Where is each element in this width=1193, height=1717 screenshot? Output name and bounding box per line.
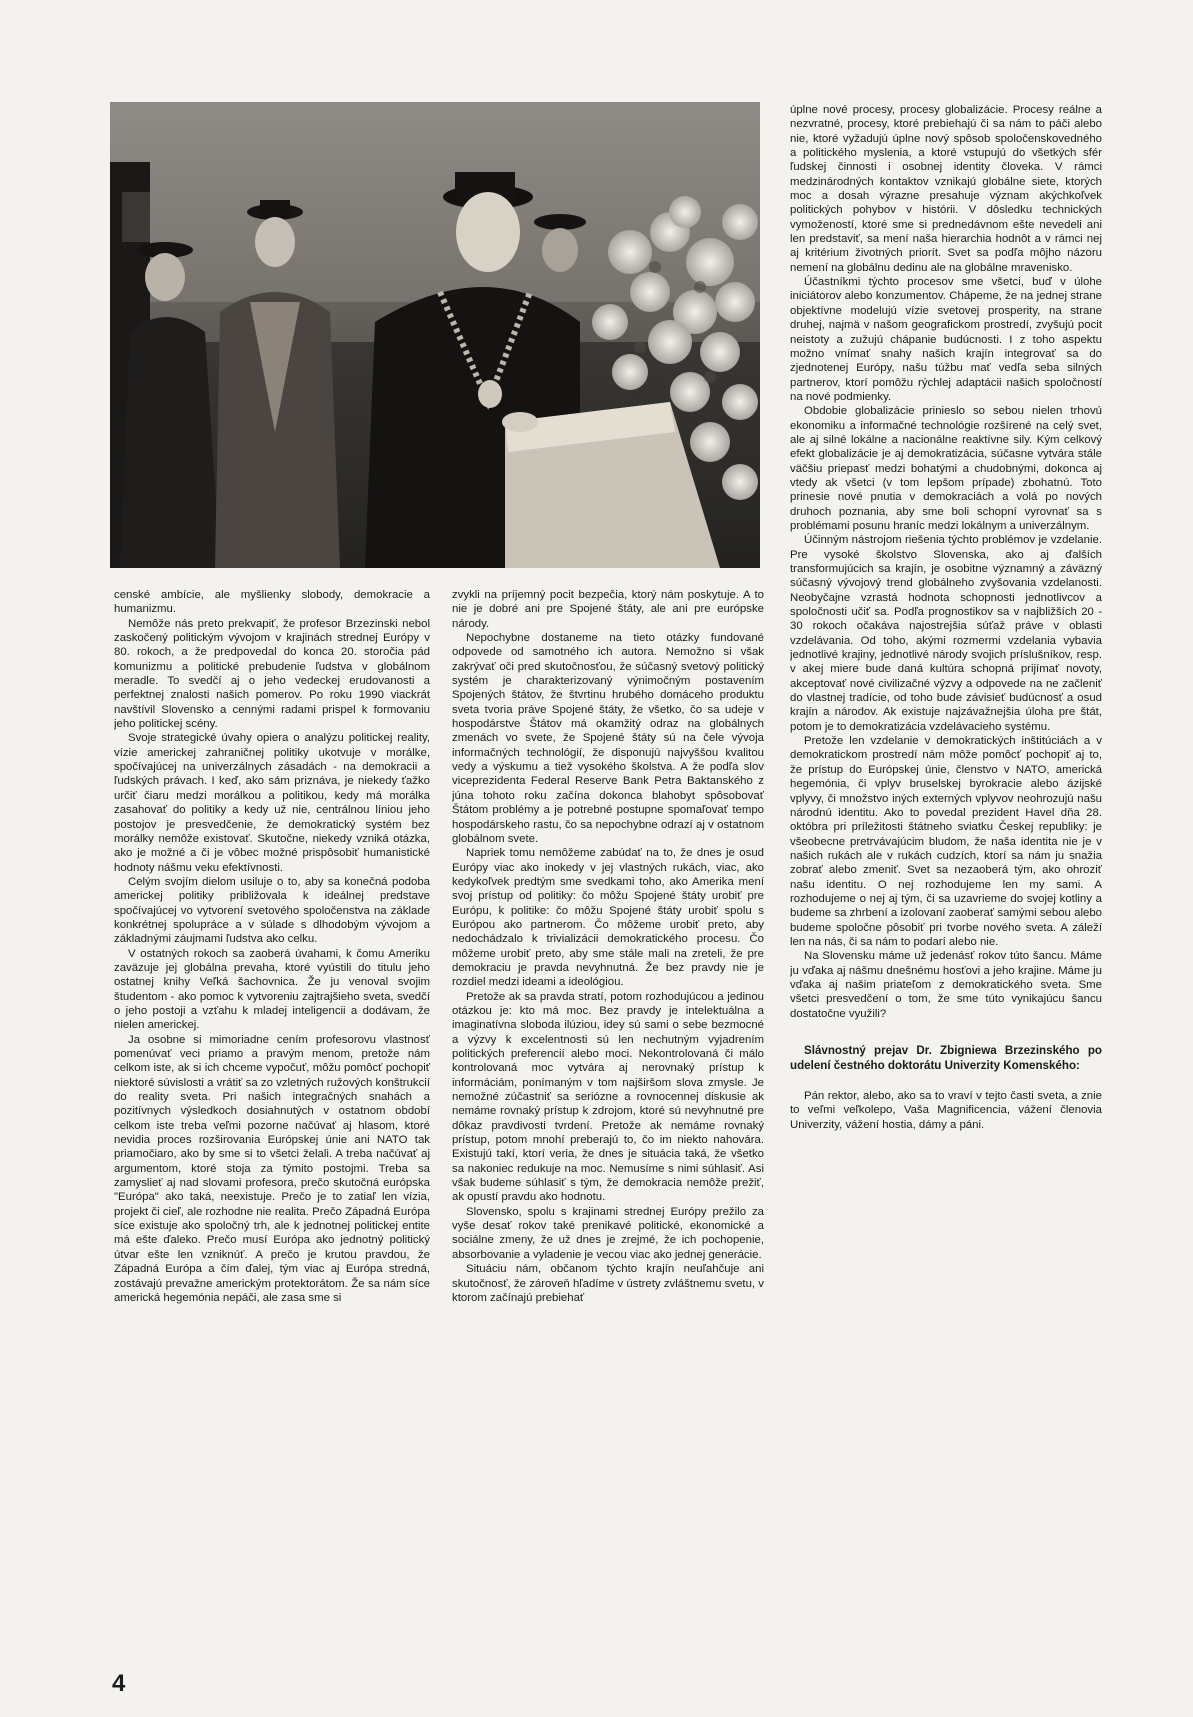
paragraph: Účinným nástrojom riešenia týchto problémov je vzdelanie. Pre vysoké školstvo Slovenska, ako aj ďalších transformujúcich sa krajín, je osobitne významný a záväzný súčasný vývojový trend globálneho zvyšovania vzdelanosti. Neobyčajne vzrastá hodnota schopnosti jednotlivcov a spoločnosti učiť sa. Podľa prognostikov sa v najbližších 20 - 30 rokoch očakáva najostrejšia súťaž práve v oblasti vzdelávania. Od toho, akými rozmermi vzdelania vybavia jednotlivé krajiny, jednotlivé národy svojich príslušníkov, resp. v akej miere bude daná kultúra schopná prijímať novoty, akceptovať nové civilizačné výzvy a odpovede na ne začleniť do vlastnej tradície, od toho bude závisieť budúcnosť a osud krajín a národov. Ak existuje najzávažnejšia úloha pre štát, potom je to demokratizácia vzdelávacieho systému.	[790, 534, 1102, 733]
paragraph: Na Slovensku máme už jedenásť rokov túto šancu. Máme ju vďaka aj nášmu dnešnému hosťovi a jeho krajine. Máme ju vďaka aj našim priateľom z demokratického sveta. Sme všetci presvedčení o tom, že sme túto vynikajúcu šancu dostatočne využili?	[790, 950, 1102, 1020]
page-number: 4	[112, 1670, 126, 1697]
text-column-2	[452, 588, 764, 1648]
paragraph: Účastníkmi týchto procesov sme všetci, buď v úlohe iniciátorov alebo konzumentov. Chápeme, že na jednej strane objektívne modelujú vízie svetovej prosperity, na strane druhej, najmä v našom geografickom prostredí, zvyšujú pocit neistoty a zužujú chápanie budúcnosti. I z toho aspektu možno vnímať snahy našich krajín integrovať sa do zjednotenej Európy, našu túžbu mať vedľa seba silných partnerov, ktorí pomôžu rýchlej adaptácii našich spoločností na nové podmienky.	[790, 276, 1102, 403]
paragraph: Obdobie globalizácie prinieslo so sebou nielen trhovú ekonomiku a informačné technológie rozšírené na celý svet, ale aj silné lokálne a nacionálne reaktívne sily. Kým celkový efekt globalizácie je aj demokratizácia, súčasne vytvára stále väčšiu priepasť medzi bohatými a chudobnými, dokonca aj vtedy ak všetci (v tom lepšom prípade) zbohatnú. Toto prinesie nové pnutia v demokraciách a volá po nových druhoch poznania, aby sme boli schopní vyrovnať sa s problémami posunu hraníc medzi lokálnym a univerzálnym.	[790, 405, 1102, 532]
text-column-1	[114, 588, 430, 1648]
paragraph: Pretože len vzdelanie v demokratických inštitúciách a v demokratickom prostredí nám môže pomôcť pochopiť aj to, že prístup do Európskej únie, členstvo v NATO, americká hegemónia, či vplyv bruselskej byrokracie alebo ázijské vplyvy, či množstvo iných externých vplyvov neohrozujú našu národnú identitu. Ako to povedal prezident Havel dňa 28. októbra pri príležitosti štátneho sviatku Českej republiky: je všeobecne pretrvávajúcim bludom, že naša identita nie je v našich rukách ale v rukách cudzích, ktorí sa nám ju snažia zobrať alebo zmeniť. Svet sa nezaoberá tým, ako ohroziť našu identitu. O nej rozhodujeme len my sami. A rozhodujeme o nej aj tým, či sa uzavrieme do svojej kotliny a budeme sa zhrbení a izolovaní zaoberať samými sebou alebo budeme spoločne pôsobiť pri tvorbe nového sveta. A záleží len na nás, či sa nám to podarí alebo nie.	[790, 735, 1102, 948]
paragraph: Nemôže nás preto prekvapiť, že profesor Brzezinski nebol zaskočený politickým vývojom v krajinách strednej Európy v 80. rokoch, a že predpovedal do konca 20. storočia pád komunizmu a politické prebudenie ľudstva v globálnom meradle. To svedčí aj o jeho vedeckej erudovanosti a perfektnej znalosti našich pomerov. Po roku 1990 viackrát navštívil Slovensko a cennými radami prispel k formovaniu jeho politickej scény.	[114, 617, 430, 731]
paragraph: Ja osobne si mimoriadne cením profesorovu vlastnosť pomenúvať veci priamo a pravým menom, pretože nám celkom iste, ak si ich chceme vypočuť, môžu pomôcť pochopiť niektoré súvislosti a vrátiť sa zo vzletných ružových konštrukcií do reality sveta. Pri našich integračných snahách a pozitívnych výsledkoch dosiahnutých v ostatnom období celkom iste treba veľmi pozorne načúvať aj hlasom, ktoré nevidia proces rozširovania Európskej únie ani NATO tak priamočiaro, ako by sme si to všetci želali. A treba načúvať aj argumentom, ktoré stoja za týmito postojmi. Treba sa zamyslieť aj nad slovami profesora, prečo skutočná európska "Európa" ako taká, neexistuje. Prečo je to zatiaľ len vízia, projekt či cieľ, ale rozhodne nie realita. Prečo Západná Európa síce existuje ako spoločný trh, ale k jednotnej politickej entite má ešte ďaleko. Prečo musí Európa ako jednotný politický útvar ešte len vzniknúť. A prečo je krutou pravdou, že Západná Európa a čím ďalej, tým viac aj Európa stredná, zostávajú prevažne americkým protektorátom. Že sa nám síce americká hegemónia nepáči, ale zasa sme si	[114, 1033, 430, 1304]
paragraph: Situáciu nám, občanom týchto krajín neuľahčuje ani skutočnosť, že zároveň hľadíme v ústrety zvláštnemu svetu, v ktorom začínajú prebiehať	[452, 1263, 764, 1304]
paragraph: Celým svojím dielom usiluje o to, aby sa konečná podoba americkej politiky približovala k ideálnej predstave spočívajúcej vo vytvorení svetového spoločenstva na základe konkrétnej spolupráce a v súlade s dlhodobým vývojom a základnými záujmami ľudstva ako celku.	[114, 875, 430, 946]
paragraph: Slovensko, spolu s krajinami strednej Európy prežilo za vyše desať rokov také prenikavé politické, ekonomické a sociálne zmeny, že už dnes je zrejmé, že ich pochopenie, absorbovanie a vyladenie je vecou viac ako jednej generácie.	[452, 1205, 764, 1261]
paragraph: V ostatných rokoch sa zaoberá úvahami, k čomu Ameriku zaväzuje jej globálna prevaha, ktoré vyústili do titulu jeho ostatnej knihy Veľká šachovnica. Že ju venoval svojim študentom - ako pomoc k vytvoreniu zajtrajšieho sveta, svedčí o jeho postoji a vzťahu k mladej inteligencii a dodávam, že nielen americkej.	[114, 947, 430, 1032]
paragraph: úplne nové procesy, procesy globalizácie. Procesy reálne a nezvratné, procesy, ktoré prebiehajú či sa nám to páči alebo nie, ktoré vyžadujú úplne nový spôsob spoločenskovedného a politického myslenia, a ktoré vstupujú do všetkých sfér ľudskej činnosti i osobnej identity človeka. V rámci medzinárodných kontaktov vznikajú globálne siete, ktorých moc a dosah výrazne presahuje význam akýchkoľvek politických pohybov v histórii. V dôsledku technických vymožeností, ktoré sme si prednedávnom ešte nevedeli ani len predstaviť, sa mení naša hierarchia hodnôt a v rámci nej aj kritérium životných priorít. Svet sa podľa môjho názoru nemení na globálnu dedinu ale na globálne mravenisko.	[790, 104, 1102, 274]
paragraph: censké ambície, ale myšlienky slobody, demokracie a humanizmu.	[114, 589, 430, 616]
paragraph: zvykli na príjemný pocit bezpečia, ktorý nám poskytuje. A to nie je dobré ani pre Spojené štáty, ale ani pre európske národy.	[452, 589, 764, 630]
photo-illustration	[110, 102, 760, 568]
paragraph: Svoje strategické úvahy opiera o analýzu politickej reality, vízie americkej zahraničnej politiky ukotvuje v morálke, spočívajúcej na univerzálnych zásadách - na demokracii a ľudských právach. I keď, ako sám priznáva, je niekedy ťažko určiť čiaru medzi morálkou a politikou, kedy má morálka zasahovať do politiky a kedy už nie, centrálnou líniou jeho postojov je presvedčenie, že demokratický systém bez morálky nemôže existovať. Skutočne, niekedy vzniká otázka, ako je možné a či je vôbec možné prispôsobiť humanistické hodnoty nášmu veku efektívnosti.	[114, 732, 430, 874]
paragraph: Nepochybne dostaneme na tieto otázky fundované odpovede od samotného ich autora. Nemožno si však zakrývať oči pred skutočnosťou, že súčasný svetový politický systém je charakterizovaný výnimočným postavením Spojených štátov, že štvrtinu hrubého domáceho produktu sveta tvoria práve Spojené štáty, že všetko, čo sa udeje v hospodárstve Štátov má okamžitý odraz na globálnych zmenách vo svete, že Spojené štáty sú na čele vývoja informačných technológií, že disponujú najvyššou kvalitou vedy a výskumu a tiež vysokého školstva. A že podľa slov viceprezidenta Federal Reserve Bank Petra Baktanského z júna tohoto roku začína dokonca blahobyt spôsobovať Štátom problémy a je potrebné postupne spomaľovať tempo hospodárskeho rastu, čo sa nepochybne odrazí aj v ostatnom globálnom svete.	[452, 632, 764, 845]
text-column-3	[790, 103, 1102, 1623]
paragraph: Pretože ak sa pravda stratí, potom rozhodujúcou a jedinou otázkou je: kto má moc. Bez pravdy je intelektuálna a imaginatívna sloboda ilúziou, idey sú sami o sebe bezmocné a výzvy k excelentnosti sú len nechutným vyjadrením politických preferencií alebo moci. Nekontrolovaná či málo kontrolovaná moc vytvára aj nerovnaký prístup k informáciám, ponímaným v tom najširšom slova zmysle. Je nemožné zúčastniť sa seriózne a rovnocennej diskusie ak nemáme rovnaký prístup k zdrojom, ktoré sú nevyhnutné pre dôkaz pravdivosti tvrdení. Pretože ak nemáme rovnaký prístup, potom mnohí preberajú to, čo im niekto nahovára. Existujú takí, ktorí veria, že dnes je situácia taká, že všetko sa nakoniec redukuje na moc. Nemusíme s nimi súhlasiť. Asi však budeme súhlasiť s tým, že demokracia nemôže prežiť, ak opustí pravdu ako hodnotu.	[452, 990, 764, 1204]
paragraph: Pán rektor, alebo, ako sa to vraví v tejto časti sveta, a znie to veľmi veľkolepo, Vaša Magnificencia, vážení členovia Univerzity, vážení hostia, dámy a páni.	[790, 1090, 1102, 1131]
ceremony-photo	[110, 102, 760, 568]
speech-heading: Slávnostný prejav Dr. Zbigniewa Brzezinského po udelení čestného doktorátu Univerzity Komenského:	[790, 1044, 1102, 1072]
paragraph: Napriek tomu nemôžeme zabúdať na to, že dnes je osud Európy viac ako inokedy v jej vlastných rukách, viac, ako kedykoľvek predtým sme svedkami toho, ako Amerika mení svoj prístup od politiky: čo môžu Spojené štáty urobiť pre Európu, k politike: čo môžu Spojené štáty urobiť spolu s Európou ako partnerom. Čo môžeme urobiť preto, aby nedochádzalo k trivializácii demokratického procesu. Čo môžeme urobiť preto, aby sme stále mali na zreteli, že pre demokraciu je pravda nevyhnutná. Že bez pravdy nie je rozdiel medzi ideami a ideológiou.	[452, 847, 764, 989]
